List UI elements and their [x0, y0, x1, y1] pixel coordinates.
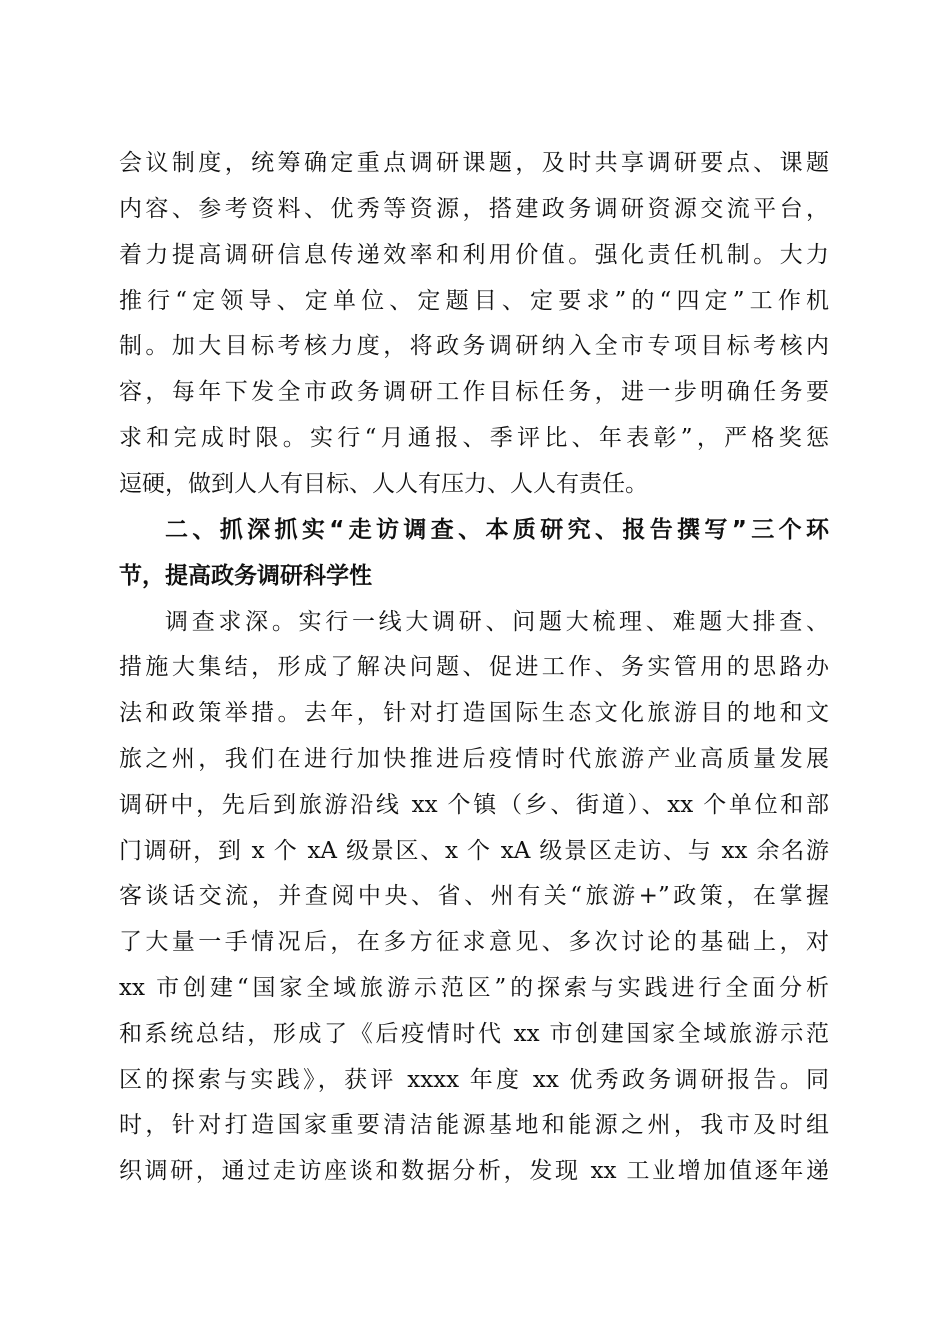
text-line: 时，针对打造国家重要清洁能源基地和能源之州，我市及时组	[119, 1112, 829, 1138]
text-line: 门调研，到 x 个 xA 级景区、x 个 xA 级景区走访、与 xx 余名游	[119, 838, 829, 864]
text-line: 调研中，先后到旅游沿线 xx 个镇（乡、街道）、xx 个单位和部	[119, 792, 829, 818]
text-line: 内容、参考资料、优秀等资源，搭建政务调研资源交流平台，	[119, 196, 829, 222]
text-line: 制。加大目标考核力度，将政务调研纳入全市专项目标考核内	[119, 333, 829, 359]
heading-line: 节，提高政务调研科学性	[119, 563, 372, 589]
text-line: 容，每年下发全市政务调研工作目标任务，进一步明确任务要	[119, 379, 829, 405]
text-line: 逗硬，做到人人有目标、人人有压力、人人有责任。	[119, 471, 648, 497]
text-line: xx 市创建“国家全域旅游示范区”的探索与实践进行全面分析	[119, 975, 829, 1001]
text-line: 调查求深。实行一线大调研、问题大梳理、难题大排查、	[165, 609, 829, 635]
text-line: 区的探索与实践》，获评 xxxx 年度 xx 优秀政务调研报告。同	[119, 1067, 829, 1093]
text-line: 措施大集结，形成了解决问题、促进工作、务实管用的思路办	[119, 654, 829, 680]
text-line: 会议制度，统筹确定重点调研课题，及时共享调研要点、课题	[119, 150, 829, 176]
text-line: 客谈话交流，并查阅中央、省、州有关“旅游+”政策，在掌握	[119, 883, 829, 909]
heading-line: 二、抓深抓实“走访调查、本质研究、报告撰写”三个环	[165, 517, 829, 543]
text-line: 织调研，通过走访座谈和数据分析，发现 xx 工业增加值逐年递	[119, 1158, 829, 1184]
text-line: 着力提高调研信息传递效率和利用价值。强化责任机制。大力	[119, 242, 829, 268]
text-line: 和系统总结，形成了《后疫情时代 xx 市创建国家全域旅游示范	[119, 1021, 829, 1047]
text-line: 法和政策举措。去年，针对打造国际生态文化旅游目的地和文	[119, 700, 829, 726]
text-line: 旅之州，我们在进行加快推进后疫情时代旅游产业高质量发展	[119, 746, 829, 772]
text-line: 了大量一手情况后，在多方征求意见、多次讨论的基础上，对	[119, 929, 829, 955]
text-line: 求和完成时限。实行“月通报、季评比、年表彰”，严格奖惩	[119, 425, 829, 451]
text-line: 推行“定领导、定单位、定题目、定要求”的“四定”工作机	[119, 288, 829, 314]
